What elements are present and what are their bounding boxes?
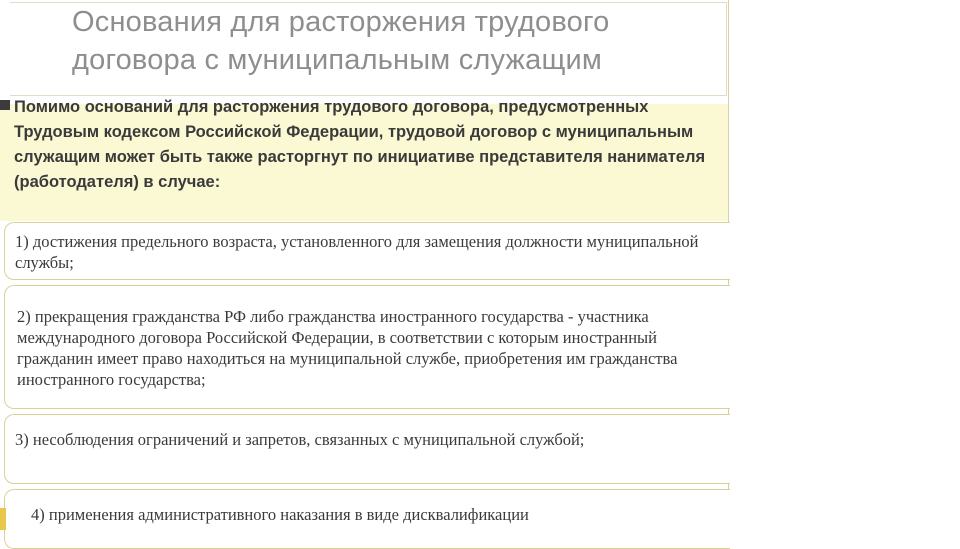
accent-bar — [0, 508, 6, 530]
list-item-text: 2) прекращения гражданства РФ либо гражданства иностранного государства - участника международного договора Российской Федерации, в соответствии с которым иностранный гражданин имеет право находиться на муниципальной службе, приобретения им гражданства иностранного государства; — [17, 307, 678, 389]
bullet-marker — [0, 100, 10, 110]
intro-paragraph: Помимо оснований для расторжения трудового договора, предусмотренных Трудовым кодексом Российской Федерации, трудовой договор с муниципальным служащим может быть также расторгнут по инициативе представителя нанимателя (работодателя) в случае: — [14, 98, 706, 191]
list-item-text: 1) достижения предельного возраста, установленного для замещения должности муниципальной службы; — [15, 232, 699, 272]
list-item-text: 4) применения административного наказания в виде дисквалификации — [31, 505, 529, 524]
slide-title: Основания для расторжения трудового договора с муниципальным служащим — [72, 6, 610, 76]
list-item-1 — [4, 222, 730, 280]
list-item-2 — [4, 285, 730, 409]
list-item-3 — [4, 414, 730, 484]
list-item-text: 3) несоблюдения ограничений и запретов, связанных с муниципальной службой; — [15, 430, 585, 449]
title-box — [10, 2, 727, 96]
list-item-4 — [4, 489, 730, 549]
